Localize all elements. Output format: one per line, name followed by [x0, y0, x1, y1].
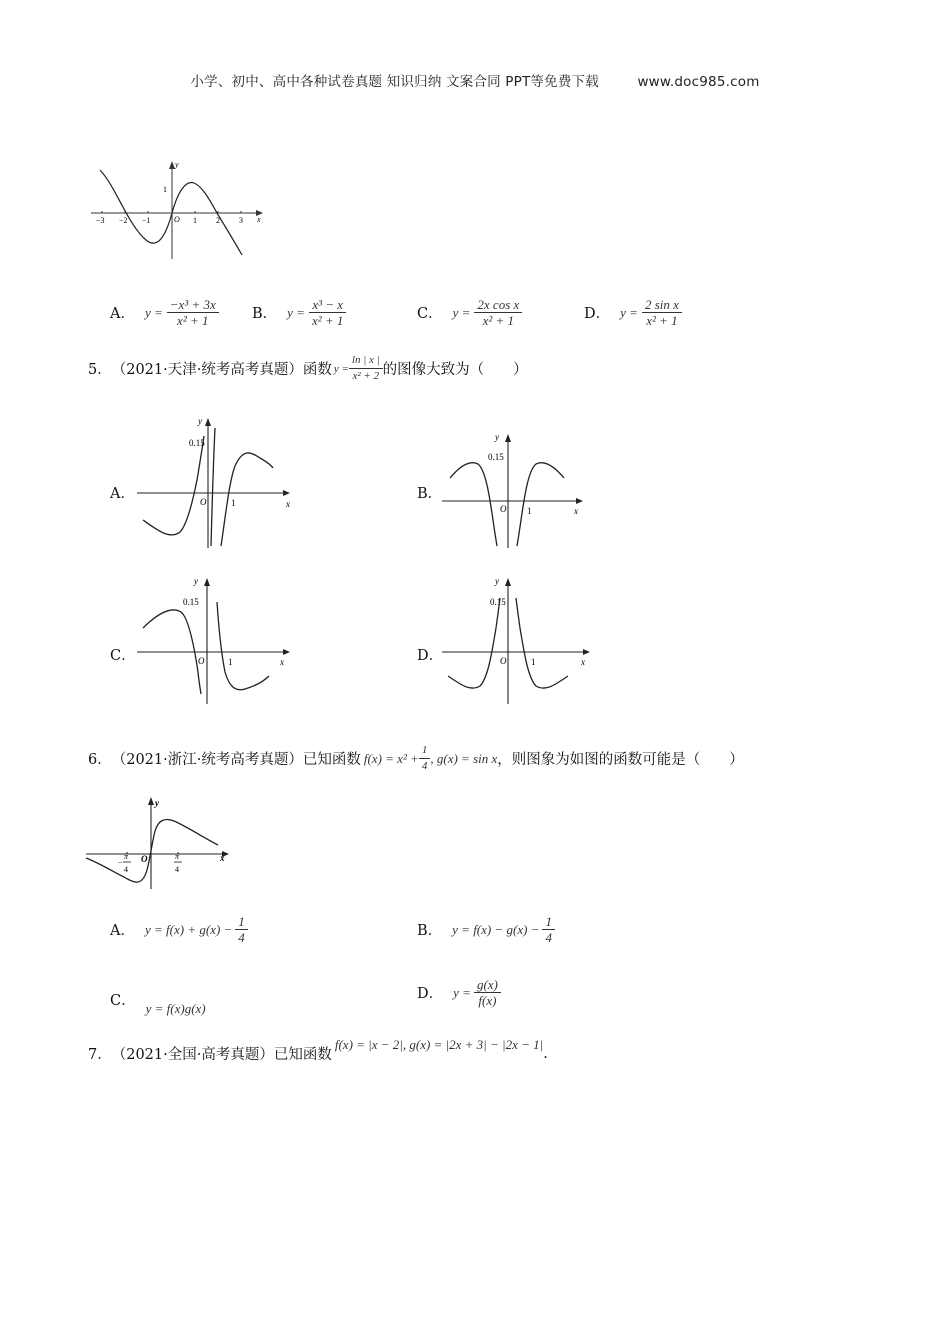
- svg-text:O: O: [198, 656, 205, 666]
- q7-number: 7．: [88, 1047, 112, 1063]
- q6-question: 6． （2021·浙江·统考高考真题）已知函数 f(x) = x² + $\frac{1}{4}$ , g(x) = sin x ，则图象为如图的函数可能是（ ）: [88, 744, 744, 772]
- svg-text:O: O: [141, 854, 148, 864]
- q4-ylabel: y: [175, 160, 179, 169]
- svg-text:x: x: [286, 499, 290, 509]
- q6-tail: ，则图象为如图的函数可能是（ ）: [497, 752, 744, 768]
- q5-frac: $\frac{\ln | x |}{\text{x² + 2}}$: [349, 353, 383, 384]
- q6-number: 6．: [88, 752, 112, 768]
- q4-tick-3: 3: [239, 216, 243, 225]
- q6-option-a[interactable]: A． y = f(x) + g(x) − $\frac{1}{4}$: [110, 914, 248, 945]
- q4-xlabel: x: [257, 215, 261, 224]
- q5-tail: 的图像大致为（ ）: [382, 362, 528, 378]
- q4-option-d-frac: $\frac{\text{2 sin x}}{\text{x² + 1}}$: [642, 297, 682, 328]
- q4-graph: [86, 155, 276, 265]
- q5-number: 5．: [88, 362, 112, 378]
- svg-text:x: x: [581, 657, 585, 667]
- q4-tick-neg2: −2: [119, 216, 128, 225]
- svg-text:0.15: 0.15: [183, 597, 199, 607]
- svg-text:O: O: [200, 497, 207, 507]
- q6-option-b[interactable]: B． y = f(x) − g(x) − $\frac{1}{4}$: [417, 914, 555, 945]
- svg-text:y: y: [198, 416, 202, 426]
- svg-text:y: y: [194, 576, 198, 586]
- svg-text:−: −: [118, 858, 123, 867]
- q7-question: [88, 1036, 548, 1064]
- q5-graph-a: [135, 410, 295, 550]
- q7-expr: f(x) = |x − 2|, g(x) = |2x + 3| − |2x − 1|: [334, 1036, 544, 1052]
- q5-label-a[interactable]: A．: [110, 486, 135, 502]
- svg-text:y: y: [495, 432, 499, 442]
- svg-text:O: O: [500, 504, 507, 514]
- svg-text:4: 4: [124, 865, 128, 874]
- svg-text:1: 1: [231, 498, 236, 508]
- svg-text:0.15: 0.15: [488, 452, 504, 462]
- q6-graph: [84, 795, 234, 890]
- q7-source: （2021·全国·高考真题）已知函数: [111, 1047, 332, 1063]
- q6-frac: $\frac{1}{4}$: [419, 743, 431, 774]
- svg-text:π: π: [124, 852, 129, 861]
- q4-option-c-frac: $\frac{\text{2x cos x}}{\text{x² + 1}}$: [474, 297, 522, 328]
- q7-end: .: [543, 1045, 548, 1062]
- svg-text:O: O: [500, 656, 507, 666]
- q4-tick-y1: 1: [163, 185, 167, 194]
- q4-tick-1: 1: [193, 216, 197, 225]
- q5-label-c[interactable]: C．: [110, 648, 136, 664]
- q5-graph-d: [440, 572, 600, 707]
- svg-text:0.15: 0.15: [189, 438, 205, 448]
- q6-source: （2021·浙江·统考高考真题）已知函数: [111, 752, 361, 768]
- q4-option-b[interactable]: B． y = $\frac{\text{x³ − x}}{\text{x² + 1}}$: [252, 297, 346, 328]
- svg-text:x: x: [574, 506, 578, 516]
- header-text: 小学、初中、高中各种试卷真题 知识归纳 文案合同 PPT等免费下载: [190, 74, 599, 90]
- q4-tick-2: 2: [216, 216, 220, 225]
- q4-option-a[interactable]: A． y = $\frac{\text{−x³ + 3x}}{\text{x² + 1}}$: [110, 297, 219, 328]
- svg-text:1: 1: [527, 506, 532, 516]
- q5-graph-b: [440, 430, 590, 550]
- q4-option-b-frac: $\frac{\text{x³ − x}}{\text{x² + 1}}$: [309, 297, 346, 328]
- svg-text:x: x: [280, 657, 284, 667]
- q6-option-c[interactable]: C． y = f(x)g(x): [110, 993, 206, 1016]
- svg-text:π: π: [175, 852, 180, 861]
- q6-option-d[interactable]: D． y = $\frac{g(x)}{f(x)}$: [417, 977, 501, 1008]
- page-header: [0, 70, 950, 90]
- svg-text:y: y: [495, 576, 499, 586]
- q5-label-b[interactable]: B．: [417, 486, 443, 502]
- q5-label-d[interactable]: D．: [417, 648, 444, 664]
- q4-option-d[interactable]: D． y = $\frac{\text{2 sin x}}{\text{x² + 1}}$: [584, 297, 682, 328]
- q4-option-c[interactable]: C． y = $\frac{\text{2x cos x}}{\text{x² + 1}}$: [417, 297, 522, 328]
- svg-text:4: 4: [175, 865, 179, 874]
- q4-tick-neg1: −1: [142, 216, 151, 225]
- svg-text:y: y: [155, 798, 159, 808]
- svg-text:x: x: [220, 853, 225, 863]
- q5-question: 5． （2021·天津·统考高考真题）函数 y = $\frac{\ln | x |}{\text{x² + 2}}$ 的图像大致为（ ）: [88, 354, 528, 382]
- q4-option-a-frac: $\frac{\text{−x³ + 3x}}{\text{x² + 1}}$: [167, 297, 219, 328]
- q4-origin: O: [174, 215, 180, 224]
- q5-source: （2021·天津·统考高考真题）函数: [111, 362, 332, 378]
- svg-text:0.15: 0.15: [490, 597, 506, 607]
- q4-tick-neg3: −3: [96, 216, 105, 225]
- svg-text:1: 1: [228, 657, 233, 667]
- header-site: www.doc985.com: [637, 74, 760, 90]
- q5-graph-c: [135, 572, 295, 707]
- svg-text:1: 1: [531, 657, 536, 667]
